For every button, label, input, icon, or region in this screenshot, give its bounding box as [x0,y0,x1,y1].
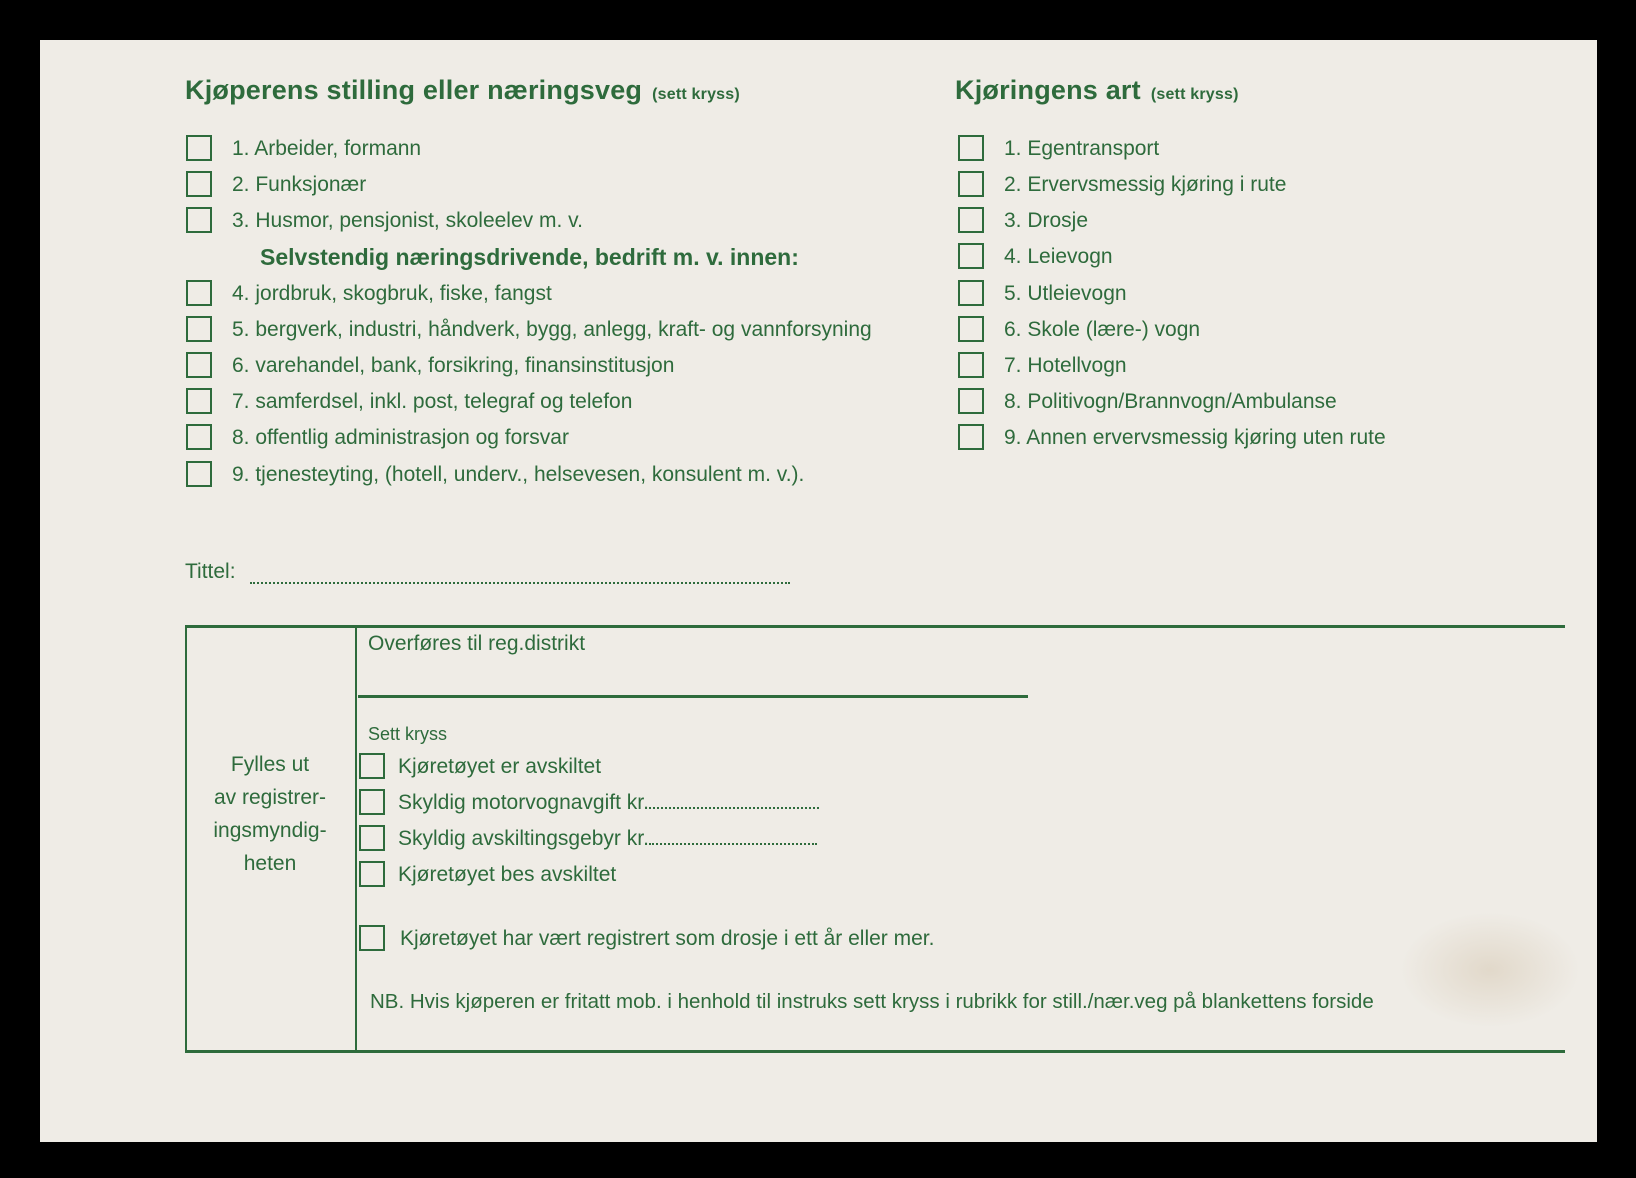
kjoring-checkbox-6[interactable] [958,316,984,342]
stilling-checkbox-4[interactable] [186,280,212,306]
registry-side-label [185,748,355,880]
stilling-checkbox-1[interactable] [186,135,212,161]
kjoring-checkbox-5[interactable] [958,280,984,306]
kjoring-checkbox-4[interactable] [958,243,984,269]
tittel-label: Tittel: [185,560,236,583]
kjoring-item-2: 2. Ervervsmessig kjøring i rute [1004,173,1287,196]
stilling-checkbox-7[interactable] [186,388,212,414]
kjoring-item-6: 6. Skole (lære-) vogn [1004,318,1201,341]
box-top-rule [185,625,1565,628]
bes-avskiltet-checkbox[interactable] [359,861,385,887]
tittel-field[interactable] [250,580,790,584]
motorvognavgift-amount-field[interactable] [649,793,819,809]
side-label-line-1: Fylles ut [230,753,310,776]
kjoring-item-3: 3. Drosje [1004,209,1089,232]
kjoring-item-4: 4. Leievogn [1004,245,1113,268]
selvstendig-subheading: Selvstendig næringsdrivende, bedrift m. v. innen: [260,244,799,270]
stilling-item-3: 3. Husmor, pensjonist, skoleelev m. v. [232,209,583,232]
kjoring-checkbox-3[interactable] [958,207,984,233]
stilling-item-6: 6. varehandel, bank, forsikring, finansinstitusjon [232,354,675,377]
right-title-text: Kjøringens art [955,75,1141,105]
stilling-checkbox-2[interactable] [186,171,212,197]
stilling-checkbox-9[interactable] [186,461,212,487]
left-title-note: (sett kryss) [652,86,740,103]
side-label-line-2: av registrer- [213,786,327,809]
avskiltingsgebyr-amount-field[interactable] [649,829,817,845]
box-bottom-rule [185,1050,1565,1053]
right-section-title [955,75,1239,106]
stilling-checkbox-5[interactable] [186,316,212,342]
kjoring-checkbox-2[interactable] [958,171,984,197]
motorvognavgift-text: Skyldig motorvognavgift kr. [398,791,649,814]
left-title-text: Kjøperens stilling eller næringsveg [185,75,643,105]
right-title-note: (sett kryss) [1150,86,1239,103]
stilling-item-4: 4. jordbruk, skogbruk, fiske, fangst [232,282,552,305]
kjoring-checkbox-8[interactable] [958,388,984,414]
stilling-item-1: 1. Arbeider, formann [232,137,422,160]
kjoring-checkbox-7[interactable] [958,352,984,378]
kjoring-checkbox-9[interactable] [958,424,984,450]
kjoring-checkbox-1[interactable] [958,135,984,161]
stilling-item-9: 9. tjenesteyting, (hotell, underv., helsevesen, konsulent m. v.). [232,463,805,486]
stilling-checkbox-8[interactable] [186,424,212,450]
avskiltingsgebyr-label [398,827,817,851]
transfer-field-line[interactable] [358,695,1028,698]
sett-kryss-label: Sett kryss [368,724,448,744]
stilling-item-7: 7. samferdsel, inkl. post, telegraf og telefon [232,390,633,413]
box-divider-rule [355,625,357,1053]
kjoring-item-9: 9. Annen ervervsmessig kjøring uten rute [1004,426,1386,449]
stilling-item-5: 5. bergverk, industri, håndverk, bygg, anlegg, kraft- og vannforsyning [232,318,872,341]
avskiltet-checkbox[interactable] [359,753,385,779]
transfer-label: Overføres til reg.distrikt [368,632,586,655]
nb-note: NB. Hvis kjøperen er fritatt mob. i henhold til instruks sett kryss i rubrikk for still./nær.veg på blankettens forside [370,990,1374,1013]
kjoring-item-5: 5. Utleievogn [1004,282,1127,305]
drosje-checkbox[interactable] [359,925,385,951]
avskiltet-label: Kjøretøyet er avskiltet [398,755,602,778]
side-label-line-3: ingsmyndig- [213,819,327,842]
stilling-item-2: 2. Funksjonær [232,173,367,196]
stilling-checkbox-6[interactable] [186,352,212,378]
avskiltingsgebyr-text: Skyldig avskiltingsgebyr kr. [398,827,649,850]
avskiltingsgebyr-checkbox[interactable] [359,825,385,851]
motorvognavgift-label [398,791,819,815]
kjoring-item-7: 7. Hotellvogn [1004,354,1127,377]
side-label-line-4: heten [243,852,297,875]
bes-avskiltet-label: Kjøretøyet bes avskiltet [398,863,617,886]
stilling-item-8: 8. offentlig administrasjon og forsvar [232,426,569,449]
stilling-checkbox-3[interactable] [186,207,212,233]
form-sheet [40,40,1597,1142]
motorvognavgift-checkbox[interactable] [359,789,385,815]
drosje-label: Kjøretøyet har vært registrert som drosje i ett år eller mer. [400,927,935,950]
kjoring-item-8: 8. Politivogn/Brannvogn/Ambulanse [1004,390,1337,413]
kjoring-item-1: 1. Egentransport [1004,137,1160,160]
left-section-title [185,75,740,106]
